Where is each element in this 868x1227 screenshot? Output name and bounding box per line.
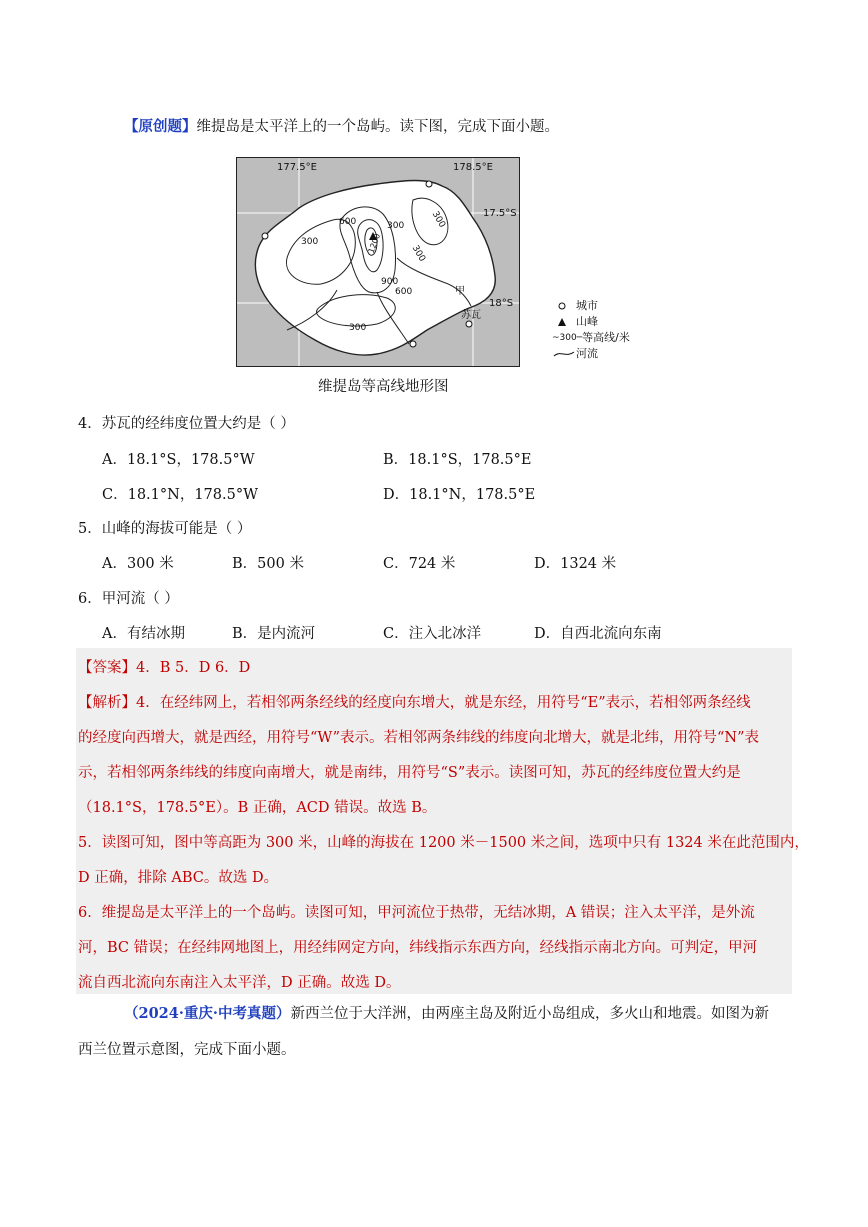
question-stem: 5．山峰的海拔可能是（ ） — [78, 521, 252, 537]
option: C．注入北冰洋 — [383, 626, 482, 642]
contour-label: 600 — [395, 287, 413, 297]
legend-item — [552, 330, 630, 346]
peak-icon — [552, 315, 576, 329]
contour-label: 600 — [339, 217, 357, 227]
lon-label: 177.5°E — [277, 162, 317, 173]
analysis-line: D 正确，排除 ABC。故选 D。 — [78, 870, 279, 886]
analysis-line: 河，BC 错误；在经纬网地图上，用经纬网定方向，纬线指示东西方向，经线指示南北方向。可判定，甲河 — [78, 940, 758, 956]
river-label: 甲 — [455, 286, 465, 297]
exam-source-tag: （2024·重庆·中考真题） — [124, 1005, 291, 1022]
analysis-line: 6．维提岛是太平洋上的一个岛屿。读图可知，甲河流位于热带，无结冰期，A 错误；注入太平洋，是外流 — [78, 905, 755, 921]
legend-label: 城市 — [576, 299, 598, 312]
contour-label: 300 — [429, 209, 447, 230]
option: A．300 米 — [102, 556, 174, 572]
analysis-line: 5．读图可知，图中等高距为 300 米，山峰的海拔在 1200 米－1500 米之间，选项中只有 1324 米在此范围内， — [78, 835, 809, 851]
option: B．是内流河 — [232, 626, 316, 642]
contour-label: 300 — [349, 323, 367, 333]
intro-text: 维提岛是太平洋上的一个岛屿。读下图，完成下面小题。 — [196, 119, 559, 135]
city-icon — [552, 299, 576, 313]
option: B．18.1°S，178.5°E — [383, 452, 532, 468]
city-label: 苏瓦 — [461, 310, 481, 321]
analysis-line: 示，若相邻两条纬线的纬度向南增大，就是南纬，用符号“S”表示。读图可知，苏瓦的经纬度位置大约是 — [78, 765, 741, 781]
lat-label: 18°S — [489, 298, 514, 309]
legend-label: 山峰 — [576, 315, 598, 328]
question-stem: 4．苏瓦的经纬度位置大约是（ ） — [78, 416, 295, 432]
map-legend — [552, 298, 630, 362]
figure-caption: 维提岛等高线地形图 — [318, 379, 449, 395]
city-icon — [410, 341, 416, 347]
option: D．18.1°N，178.5°E — [383, 487, 536, 503]
option: C．724 米 — [383, 556, 456, 572]
option: A．18.1°S，178.5°W — [102, 452, 255, 468]
city-icon — [262, 233, 268, 239]
analysis-line: 【解析】4．在经纬网上，若相邻两条经线的经度向东增大，就是东经，用符号“E”表示，若相邻两条经线 — [78, 695, 751, 711]
contour-label: 300 — [387, 221, 405, 231]
intro-paragraph — [124, 116, 559, 138]
contour-label: 1200 — [366, 232, 383, 255]
contour-map — [236, 157, 520, 367]
lat-label: 17.5°S — [483, 208, 517, 219]
answer-key: 【答案】4．B 5．D 6．D — [78, 660, 251, 676]
question-stem: 6．甲河流（ ） — [78, 591, 179, 607]
city-icon — [466, 321, 472, 327]
legend-label: 河流 — [576, 347, 598, 360]
next-intro-line2: 西兰位置示意图，完成下面小题。 — [78, 1042, 296, 1058]
contour-label: 300 — [301, 237, 319, 247]
analysis-line: 的经度向西增大，就是西经，用符号“W”表示。若相邻两条纬线的纬度向北增大，就是北纬，用符号“N”表 — [78, 730, 760, 746]
contour-label: 900 — [381, 277, 399, 287]
analysis-line: （18.1°S，178.5°E）。B 正确，ACD 错误。故选 B。 — [78, 800, 437, 816]
contour-label: 300 — [409, 243, 427, 264]
legend-item — [552, 314, 630, 330]
next-intro-line1: （2024·重庆·中考真题）新西兰位于大洋洲，由两座主岛及附近小岛组成，多火山和地震。如图为新 — [124, 1005, 769, 1022]
city-icon — [426, 181, 432, 187]
legend-item — [552, 298, 630, 314]
river-icon — [552, 347, 576, 361]
option: D．自西北流向东南 — [534, 626, 662, 642]
option: A．有结冰期 — [102, 626, 185, 642]
map-drawing — [237, 158, 520, 367]
original-question-tag: 【原创题】 — [124, 118, 197, 135]
lon-label: 178.5°E — [453, 162, 493, 173]
island-outline — [255, 181, 495, 356]
legend-item — [552, 346, 630, 362]
contour-icon: ~300─ — [552, 333, 583, 343]
analysis-line: 流自西北流向东南注入太平洋，D 正确。故选 D。 — [78, 975, 401, 991]
option: B．500 米 — [232, 556, 304, 572]
legend-label: 等高线/米 — [582, 331, 630, 344]
option: C．18.1°N，178.5°W — [102, 487, 258, 503]
option: D．1324 米 — [534, 556, 617, 572]
